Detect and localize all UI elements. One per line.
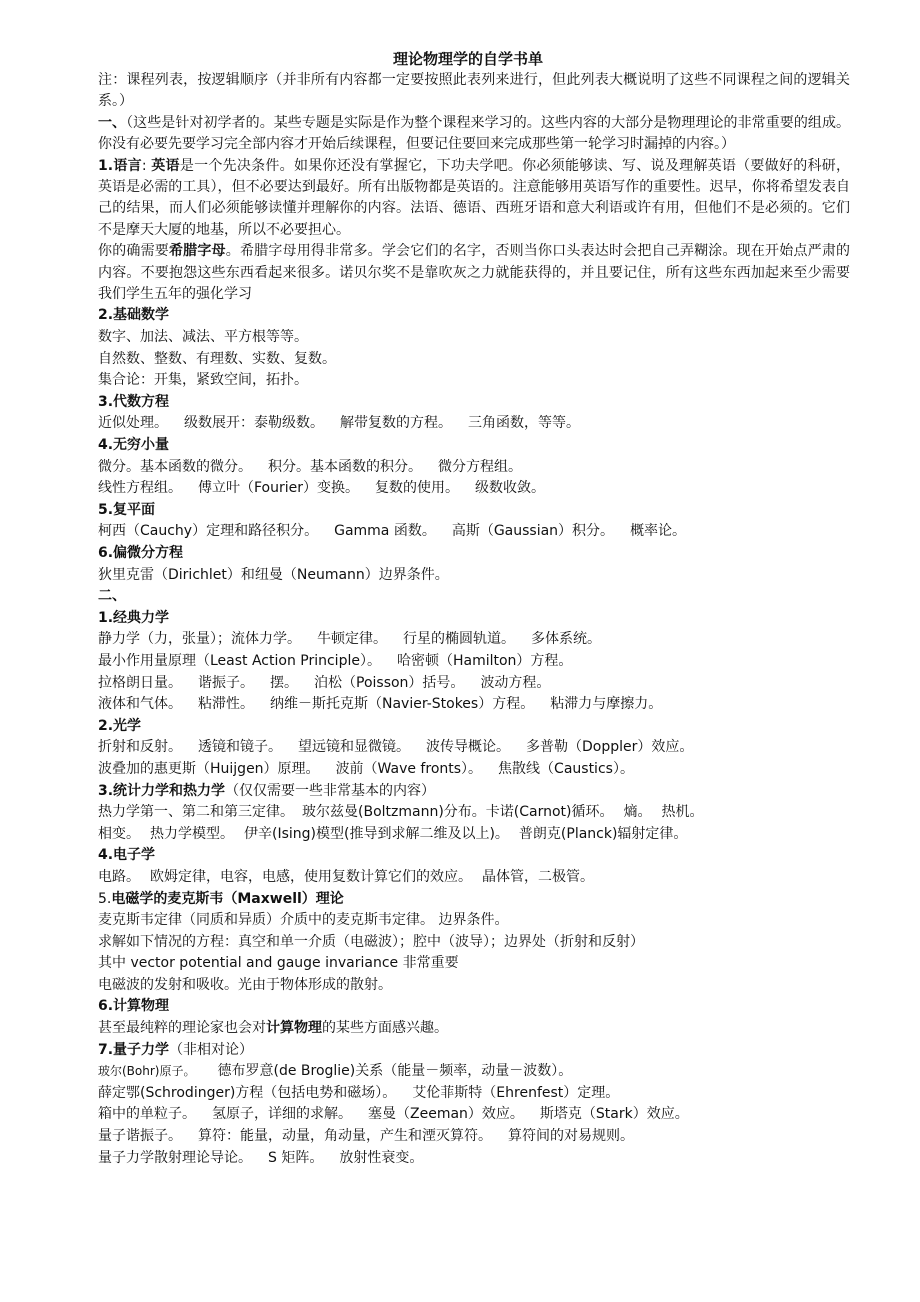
- section-algebra-heading: 3.代数方程: [98, 393, 170, 410]
- heading-text: 3.统计力学和热力学: [98, 782, 226, 799]
- section-infinitesimal-heading: 4.无穷小量: [98, 437, 170, 454]
- greek-post: 。希腊字母用得非常多。学会它们的名字，否则当你口头表达时会把自己弄糊涂。现在开始点严肃的内容。不要抱怨这些东西看起来很多。诺贝尔奖不是靠吹灰之力就能获得的，并且要记住，所有这些东西加起来至少需要我们学生五年的强化学习: [98, 243, 851, 303]
- topic: 热力学第一、第二和第三定律。: [98, 804, 294, 821]
- topic: 普朗克(Planck)辐射定律。: [518, 825, 688, 842]
- list-item: 狄里克雷（Dirichlet）和纽曼（Neumann）边界条件。: [98, 566, 449, 583]
- topic: 高斯（Gaussian）积分。: [451, 523, 615, 540]
- list-item: [98, 651, 850, 673]
- topic: 欧姆定律，电容，电感，使用复数计算它们的效应。: [150, 868, 472, 885]
- list-item: [98, 457, 850, 479]
- list-item: [98, 867, 850, 889]
- list-item: [98, 694, 850, 716]
- computational-physics-keyword: 计算物理: [266, 1020, 322, 1037]
- topic: 氢原子，详细的求解。: [212, 1106, 352, 1123]
- greek-keyword: 希腊字母: [168, 243, 226, 260]
- topic: 摆。: [270, 674, 298, 691]
- heading-note: （非相对论）: [169, 1041, 254, 1058]
- section-language-colon: :: [141, 157, 152, 174]
- list-item: 自然数、整数、有理数、实数、复数。: [98, 350, 336, 367]
- section-classical-mechanics-heading: 1.经典力学: [98, 609, 170, 626]
- list-item: [98, 413, 850, 435]
- topic: 波前（Wave fronts）。: [335, 760, 483, 777]
- list-item: [98, 478, 850, 500]
- list-item: [98, 1083, 850, 1105]
- topic: 热力学模型。: [150, 825, 234, 842]
- topic: 量子谐振子。: [98, 1128, 182, 1145]
- topic: 微分。基本函数的微分。: [98, 458, 252, 475]
- list-item: [98, 759, 850, 781]
- topic: 柯西（Cauchy）定理和路径积分。: [98, 523, 319, 540]
- note-paragraph: 注：课程列表，按逻辑顺序（并非所有内容都一定要按照此表列来进行，但此列表大概说明了这些不同课程之间的逻辑关系。）: [98, 72, 850, 110]
- list-item: 电磁波的发射和吸收。光由于物体形成的散射。: [98, 976, 392, 993]
- topic: 电路。: [98, 868, 140, 885]
- section-optics-heading: 2.光学: [98, 717, 142, 734]
- heading-number: 5.: [98, 890, 112, 907]
- list-item: [98, 1126, 850, 1148]
- topic: 波叠加的惠更斯（Huijgen）原理。: [98, 760, 320, 777]
- topic: 望远镜和显微镜。: [298, 739, 410, 756]
- english-keyword: 英语: [151, 157, 180, 174]
- topic: S 矩阵。: [268, 1149, 324, 1166]
- topic: 算符：能量，动量，角动量，产生和湮灭算符。: [198, 1128, 492, 1145]
- part1-intro: [98, 113, 850, 156]
- topic: 伊辛(Ising)模型(推导到求解二维及以上)。: [244, 825, 509, 842]
- topic: 牛顿定律。: [317, 631, 387, 648]
- section-maxwell-heading: [98, 889, 850, 911]
- topic: 粘滞性。: [198, 696, 254, 713]
- section-quantum-mechanics-heading: [98, 1040, 850, 1062]
- topic: 多普勒（Doppler）效应。: [526, 739, 694, 756]
- section-language-heading: 1.语言: [98, 157, 142, 174]
- greek-pre: 你的确需要: [98, 243, 169, 260]
- part1-heading: 一、: [98, 114, 127, 131]
- list-item: [98, 1018, 850, 1040]
- topic: 粘滞力与摩擦力。: [550, 696, 663, 713]
- topic: 相变。: [98, 825, 140, 842]
- topic: 哈密顿（Hamilton）方程。: [396, 652, 573, 669]
- section-language-text: 是一个先决条件。如果你还没有掌握它，下功夫学吧。你必须能够读、写、说及理解英语（要做好的科研，英语是必需的工具），但不必要达到最好。所有出版物都是英语的。注意能够用英语写作的重要性。迟早，你将希望发表自己的结果，而人们必须能够读懂并理解你的内容。法语、德语、西班牙语和意大利语或许有用，但他们不是必须的。它们不是摩天大厦的地基，所以不必要担心。: [98, 157, 851, 238]
- topic: 级数展开：泰勒级数。: [184, 415, 324, 432]
- text-post: 的某些方面感兴趣。: [322, 1020, 448, 1037]
- section-electronics-heading: 4.电子学: [98, 847, 156, 864]
- topic: 复数的使用。: [375, 480, 460, 497]
- topic: 塞曼（Zeeman）效应。: [368, 1106, 524, 1123]
- topic: 谐振子。: [198, 674, 254, 691]
- topic: 算符间的对易规则。: [508, 1128, 634, 1145]
- list-item: [98, 1148, 850, 1170]
- list-item: [98, 629, 850, 651]
- topic: 拉格朗日量。: [98, 674, 182, 691]
- list-item: [98, 802, 850, 824]
- topic: 积分。基本函数的积分。: [268, 458, 422, 475]
- list-item: [98, 521, 850, 543]
- topic: 傅立叶（Fourier）变换。: [198, 480, 360, 497]
- topic: 纳维－斯托克斯（Navier-Stokes）方程。: [270, 696, 535, 713]
- topic: 德布罗意(de Broglie)关系（能量－频率，动量－波数）。: [217, 1063, 573, 1080]
- topic: 波动方程。: [480, 674, 551, 691]
- topic: 玻尔(Bohr)原子。: [98, 1064, 196, 1079]
- list-item: [98, 737, 850, 759]
- list-item: [98, 1104, 850, 1126]
- topic: 近似处理。: [98, 415, 168, 432]
- topic: 薛定鄂(Schrodinger)方程（包括电势和磁场）。: [98, 1084, 397, 1101]
- topic: 行星的椭圆轨道。: [403, 631, 515, 648]
- list-item: 其中 vector potential and gauge invariance 非常重要: [98, 955, 459, 972]
- topic: 焦散线（Caustics）。: [498, 760, 634, 777]
- section-computational-physics-heading: 6.计算物理: [98, 998, 170, 1015]
- topic: 透镜和镜子。: [198, 739, 282, 756]
- part2-heading: 二、: [98, 588, 126, 605]
- topic: 多体系统。: [531, 631, 601, 648]
- heading-text: 电磁学的麦克斯韦（Maxwell）理论: [111, 890, 344, 907]
- part1-intro-text: （这些是针对初学者的。某些专题是实际是作为整个课程来学习的。这些内容的大部分是物理理论的非常重要的组成。你没有必要先要学习完全部内容才开始后续课程，但要记住要回来完成那些第一轮学习时漏掉的内容。）: [98, 114, 851, 153]
- topic: 概率论。: [630, 523, 687, 540]
- topic: 折射和反射。: [98, 739, 182, 756]
- topic: 三角函数，等等。: [468, 415, 580, 432]
- topic: 液体和气体。: [98, 696, 182, 713]
- topic: 晶体管，二极管。: [482, 868, 594, 885]
- topic: 斯塔克（Stark）效应。: [539, 1106, 689, 1123]
- section-complex-plane-heading: 5.复平面: [98, 501, 156, 518]
- list-item: 求解如下情况的方程：真空和单一介质（电磁波）；腔中（波导）；边界处（折射和反射）: [98, 933, 644, 950]
- section-statistical-mechanics-heading: [98, 781, 850, 803]
- heading-note: （仅仅需要一些非常基本的内容）: [225, 782, 436, 799]
- topic: 玻尔兹曼(Boltzmann)分布。卡诺(Carnot)循环。: [302, 804, 614, 821]
- page-title: 理论物理学的自学书单: [392, 50, 543, 68]
- topic: 放射性衰变。: [339, 1149, 424, 1166]
- section-pde-heading: 6.偏微分方程: [98, 545, 184, 561]
- topic: 级数收敛。: [475, 480, 546, 497]
- topic: Gamma 函数。: [334, 523, 436, 540]
- list-item: [98, 824, 850, 846]
- topic: 微分方程组。: [438, 458, 522, 475]
- topic: 艾伦菲斯特（Ehrenfest）定理。: [412, 1084, 620, 1101]
- topic: 热机。: [661, 804, 704, 821]
- topic: 熵。: [623, 804, 652, 821]
- topic: 最小作用量原理（Least Action Principle）。: [98, 652, 381, 669]
- list-item: 集合论：开集，紧致空间，拓扑。: [98, 372, 308, 389]
- list-item: 数字、加法、减法、平方根等等。: [98, 329, 308, 346]
- list-item: [98, 673, 850, 695]
- topic: 量子力学散射理论导论。: [98, 1149, 252, 1166]
- topic: 泊松（Poisson）括号。: [314, 674, 465, 691]
- list-item: [98, 1061, 850, 1083]
- topic: 箱中的单粒子。: [98, 1106, 196, 1123]
- text-pre: 甚至最纯粹的理论家也会对: [98, 1020, 266, 1037]
- topic: 解带复数的方程。: [340, 415, 452, 432]
- section-basic-math-heading: 2.基础数学: [98, 307, 170, 324]
- list-item: 麦克斯韦定律（同质和异质）介质中的麦克斯韦定律。 边界条件。: [98, 912, 509, 929]
- section-language: [98, 156, 850, 242]
- topic: 波传导概论。: [426, 739, 510, 756]
- topic: 线性方程组。: [98, 480, 182, 497]
- topic: 静力学（力，张量）；流体力学。: [98, 631, 301, 648]
- section-greek: [98, 241, 850, 305]
- heading-text: 7.量子力学: [98, 1041, 170, 1058]
